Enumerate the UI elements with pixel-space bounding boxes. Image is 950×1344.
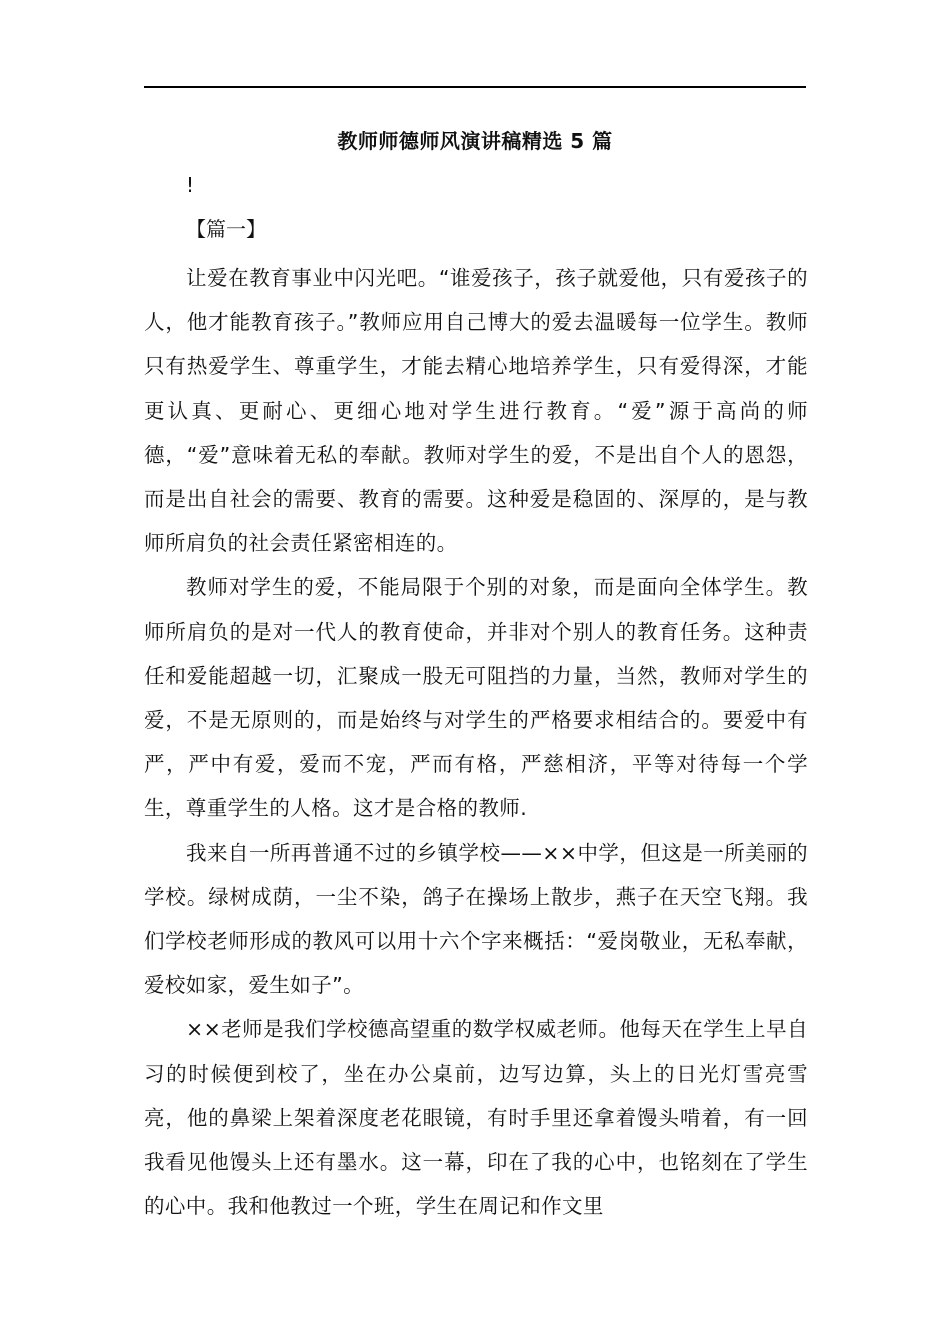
header-rule <box>144 86 806 88</box>
section-label: 【篇一】 <box>186 217 266 241</box>
paragraph-1: 让爱在教育事业中闪光吧。“谁爱孩子，孩子就爱他，只有爱孩子的人，他才能教育孩子。”教师应用自己博大的爱去温暖每一位学生。教师只有热爱学生、尊重学生，才能去精心地培养学生，只有爱得深，才能更认真、更耐心、更细心地对学生进行教育。“爱”源于高尚的师德，“爱”意味着无私的奉献。教师对学生的爱，不是出自个人的恩怨，而是出自社会的需要、教育的需要。这种爱是稳固的、深厚的，是与教师所肩负的社会责任紧密相连的。 <box>144 266 808 556</box>
exclamation-mark: ! <box>186 173 195 197</box>
document-title: 教师师德师风演讲稿精选 5 篇 <box>337 129 613 153</box>
paragraph-3: 我来自一所再普通不过的乡镇学校——××中学，但这是一所美丽的学校。绿树成荫，一尘不染，鸽子在操场上散步，燕子在天空飞翔。我们学校老师形成的教风可以用十六个字来概括：“爱岗敬业，无私奉献，爱校如家，爱生如子”。 <box>144 840 808 998</box>
paragraph-2: 教师对学生的爱，不能局限于个别的对象，而是面向全体学生。教师所肩负的是对一代人的教育使命，并非对个别人的教育任务。这种责任和爱能超越一切，汇聚成一股无可阻挡的力量，当然，教师对学生的爱，不是无原则的，而是始终与对学生的严格要求相结合的。要爱中有严，严中有爱，爱而不宠，严而有格，严慈相济，平等对待每一个学生，尊重学生的人格。这才是合格的教师. <box>144 575 808 821</box>
body-text <box>144 256 808 1228</box>
paragraph-4: ××老师是我们学校德高望重的数学权威老师。他每天在学生上早自习的时候便到校了，坐在办公桌前，边写边算，头上的日光灯雪亮雪亮，他的鼻梁上架着深度老花眼镜，有时手里还拿着馒头啃着，有一回我看见他馒头上还有墨水。这一幕，印在了我的心中，也铭刻在了学生的心中。我和他教过一个班，学生在周记和作文里 <box>144 1017 808 1219</box>
